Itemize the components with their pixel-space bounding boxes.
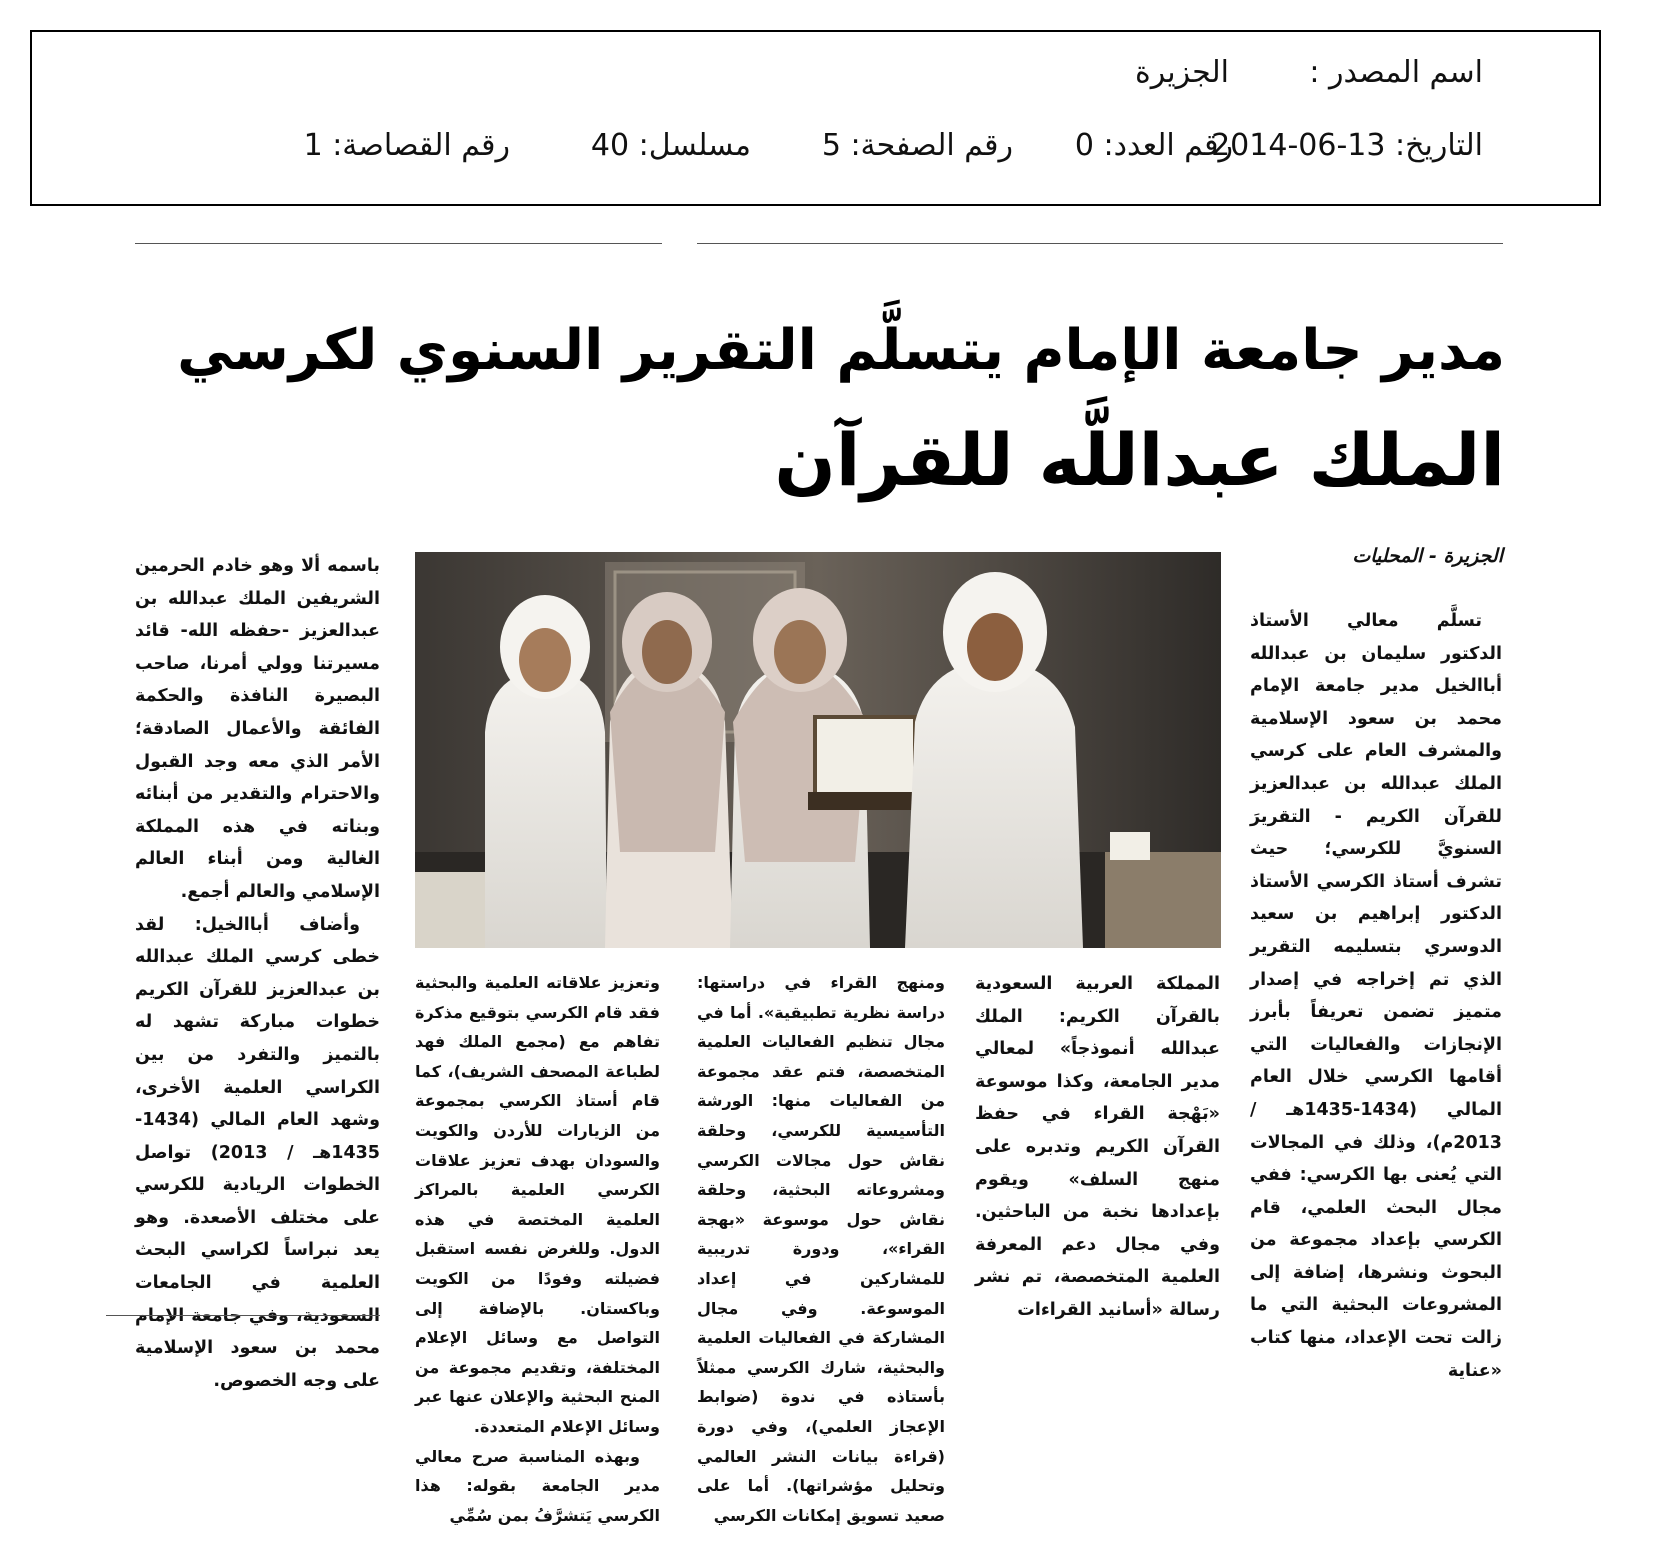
dateline: الجزيرة - المحليات bbox=[1352, 545, 1503, 567]
issue-field: رقم العدد: 0 bbox=[1074, 128, 1233, 163]
bottom-rule-left bbox=[106, 1315, 380, 1316]
serial-field: مسلسل: 40 bbox=[590, 128, 751, 163]
article-column-4 bbox=[415, 968, 660, 1530]
top-rule-right bbox=[697, 243, 1503, 244]
ceremony-photo-illustration bbox=[415, 552, 1221, 948]
headline-line-1: مدير جامعة الإمام يتسلَّم التقرير السنوي لكرسي bbox=[177, 318, 1505, 383]
article-column-5 bbox=[135, 550, 380, 1397]
source-label: اسم المصدر : bbox=[1309, 55, 1483, 90]
column-2-paragraph: المملكة العربية السعودية بالقرآن الكريم: الملك عبدالله أنموذجاً» لمعالي مدير الجامعة، وكذا موسوعة «بَهْجة القراء في حفظ القرآن الكريم وتدبره على منهج السلف» ويقوم بإعدادها نخبة من الباحثين. وفي مجال دعم المعرفة العلمية المتخصصة، تم نشر رسالة «أسانيد القراءات bbox=[975, 974, 1220, 1320]
article-column-2 bbox=[975, 968, 1220, 1327]
column-3-paragraph: ومنهج القراء في دراستها: دراسة نظرية تطبيقية». أما في مجال تنظيم الفعاليات العلمية المتخصصة، فتم عقد مجموعة من الفعاليات منها: الورشة التأسيسية للكرسي، وحلقة نقاش حول مجالات الكرسي ومشروعاته البحثية، وحلقة نقاش حول موسوعة «بهجة القراء»، ودورة تدريبية للمشاركين في إعداد الموسوعة. وفي مجال المشاركة في الفعاليات العلمية والبحثية، شارك الكرسي ممثلاً بأستاذه في ندوة (ضوابط الإعجاز العلمي)، وفي دورة (قراءة بيانات النشر العالمي وتحليل مؤشراتها). أما على صعيد تسويق إمكانات الكرسي bbox=[697, 973, 945, 1525]
column-5-paragraph-2: وأضاف أباالخيل: لقد خطى كرسي الملك عبدالله بن عبدالعزيز للقرآن الكريم خطوات مباركة تشهد له بالتميز والتفرد من بين الكراسي العلمية الأخرى، وشهد العام المالي (1434-1435هـ / 2013) تواصل الخطوات الريادية للكرسي على مختلف الأصعدة. وهو يعد نبراساً لكراسي البحث العلمية في الجامعات السعودية، وفي جامعة الإمام محمد بن سعود الإسلامية على وجه الخصوص. bbox=[135, 914, 380, 1391]
article-photo bbox=[415, 552, 1221, 948]
page-field: رقم الصفحة: 5 bbox=[821, 128, 1013, 163]
clip-field: رقم القصاصة: 1 bbox=[303, 128, 510, 163]
article-column-3 bbox=[697, 968, 945, 1530]
article-column-1 bbox=[1250, 605, 1502, 1387]
column-1-paragraph: تسلَّم معالي الأستاذ الدكتور سليمان بن عبدالله أباالخيل مدير جامعة الإمام محمد بن سعود الإسلامية والمشرف العام على كرسي الملك عبدالله بن عبدالعزيز للقرآن الكريم - التقريرَ السنويَّ للكرسي؛ حيث تشرف أستاذ الكرسي الأستاذ الدكتور إبراهيم بن سعيد الدوسري بتسليمه التقرير الذي تم إخراجه في إصدار متميز تضمن تعريفاً بأبرز الإنجازات والفعاليات التي أقامها الكرسي خلال العام المالي (1434-1435هـ / 2013م)، وذلك في المجالات التي يُعنى بها الكرسي: ففي مجال البحث العلمي، قام الكرسي بإعداد مجموعة من البحوث ونشرها، إضافة إلى المشروعات البحثية التي ما زالت تحت الإعداد، منها كتاب «عناية bbox=[1250, 611, 1502, 1381]
headline-line-2: الملك عبداللَّه للقرآن bbox=[774, 418, 1505, 502]
column-4-paragraph-2: وبهذه المناسبة صرح معالي مدير الجامعة بقوله: هذا الكرسي يَتشرَّفُ بمن سُمِّي bbox=[415, 1446, 660, 1525]
column-5-paragraph-1: باسمه ألا وهو خادم الحرمين الشريفين الملك عبدالله بن عبدالعزيز -حفظه الله- قائد مسيرتنا وولي أمرنا، صاحب البصيرة النافذة والحكمة الفائقة والأعمال الصادقة؛ الأمر الذي معه وجد القبول والاحترام والتقدير من أبنائه وبناته في هذه المملكة الغالية ومن أبناء العالم الإسلامي والعالم أجمع. bbox=[135, 556, 380, 902]
date-field: التاريخ: 13-06-2014 bbox=[1211, 128, 1483, 163]
column-4-paragraph-1: وتعزيز علاقاته العلمية والبحثية فقد قام الكرسي بتوقيع مذكرة تفاهم مع (مجمع الملك فهد لطباعة المصحف الشريف)، كما قام أستاذ الكرسي بمجموعة من الزيارات للأردن والكويت والسودان بهدف تعزيز علاقات الكرسي العلمية بالمراكز العلمية المختصة في هذه الدول. وللغرض نفسه استقبل فضيلته وفودًا من الكويت وباكستان. بالإضافة إلى التواصل مع وسائل الإعلام المختلفة، وتقديم مجموعة من المنح البحثية والإعلان عنها عبر وسائل الإعلام المتعددة. bbox=[415, 973, 660, 1436]
top-rule-left bbox=[135, 243, 662, 244]
source-value: الجزيرة bbox=[1134, 55, 1229, 90]
